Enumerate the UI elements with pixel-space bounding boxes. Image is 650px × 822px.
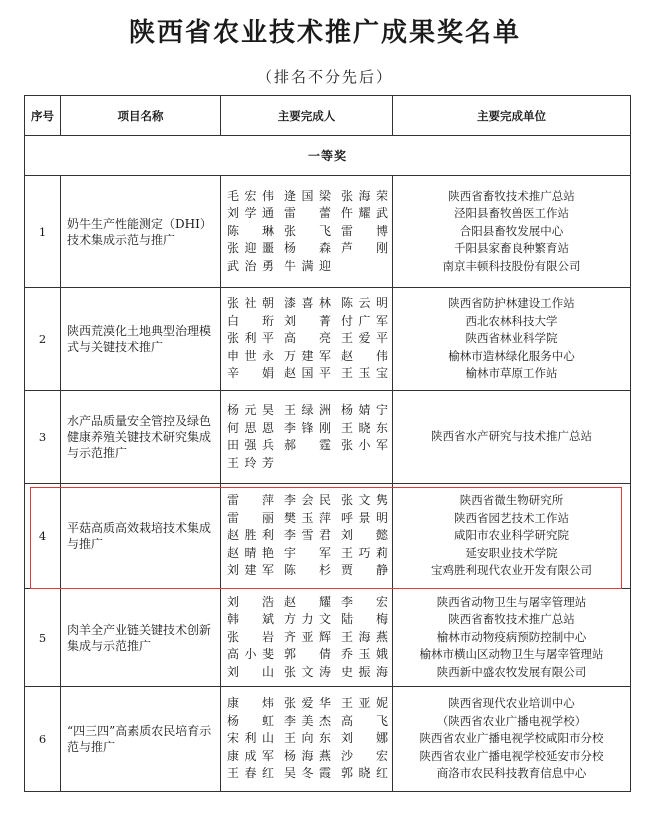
person-name: 张文隽 (341, 493, 388, 508)
units-cell (393, 589, 631, 687)
person-name: 刘 浩 (227, 594, 274, 609)
person-name: 李美杰 (284, 713, 331, 728)
people-line (227, 562, 388, 580)
person-name: 陈 琳 (227, 223, 274, 238)
people-cell (221, 288, 393, 391)
people-cell (221, 687, 393, 792)
people-line (227, 695, 388, 713)
person-name: 赵 伟 (341, 348, 388, 363)
people-line (227, 223, 388, 241)
people-line (227, 646, 388, 664)
project-name: 肉羊全产业链关键技术创新集成与示范推广 (61, 589, 221, 687)
person-name: 王巧莉 (341, 545, 388, 560)
person-name: 雷 博 (341, 223, 388, 238)
person-name: 张文涛 (284, 664, 331, 679)
people-cell (221, 391, 393, 484)
person-name: 杨 森 (284, 241, 331, 256)
person-name: 万建军 (284, 348, 331, 363)
person-name: 张爱华 (284, 696, 331, 711)
person-name: 史振海 (341, 664, 388, 679)
unit-name: 陕西省动物卫生与屠宰管理站 (436, 594, 587, 609)
people-line (227, 765, 388, 783)
person-name: 王爱平 (341, 331, 388, 346)
unit-name: 陕西省微生物研究所 (459, 493, 564, 508)
table-row (25, 589, 631, 687)
header-units: 主要完成单位 (393, 96, 631, 136)
person-name: 何思恩 (227, 420, 274, 435)
unit-name: 西北农林科技大学 (465, 313, 558, 328)
row-number: 1 (25, 176, 61, 288)
people-line (227, 437, 388, 455)
people-line (227, 748, 388, 766)
person-name: 王春红 (227, 766, 274, 781)
person-name: 陆 梅 (341, 612, 388, 627)
unit-name: 榆林市横山区动物卫生与屠宰管理站 (419, 647, 604, 662)
people-line (227, 205, 388, 223)
person-name: 张小军 (341, 438, 388, 452)
row-number: 2 (25, 288, 61, 391)
unit-name: 合阳县畜牧发展中心 (459, 223, 564, 238)
unit-name: 宝鸡胜利现代农业开发有限公司 (431, 563, 592, 578)
unit-name: 陕西省畜牧技术推广总站 (448, 612, 575, 627)
person-name: 宋利山 (227, 731, 274, 746)
people-line (227, 664, 388, 682)
person-name: 张海荣 (341, 188, 388, 203)
people-line (227, 527, 388, 545)
people-line (227, 330, 388, 348)
people-line (227, 594, 388, 612)
person-name: 申世永 (227, 348, 274, 363)
award-table (24, 95, 631, 792)
person-name: 刘学通 (227, 206, 274, 221)
people-line (227, 313, 388, 331)
unit-name: 榆林市动物疫病预防控制中心 (436, 629, 587, 644)
unit-name: 陕西省林业科学院 (465, 331, 558, 346)
person-name: 杨元昊 (227, 403, 274, 417)
header-people: 主要完成人 (221, 96, 393, 136)
unit-name: （陕西省农业广播电视学校） (436, 713, 587, 728)
person-name: 康 炜 (227, 696, 274, 711)
unit-name: 陕西省防护林建设工作站 (448, 296, 575, 311)
person-name: 雷 丽 (227, 510, 274, 525)
person-name: 呼景明 (341, 510, 388, 525)
people-line (227, 510, 388, 528)
person-name: 刘 娜 (341, 731, 388, 746)
person-name: 田强兵 (227, 438, 274, 452)
person-name: 高 亮 (284, 331, 331, 346)
unit-name: 陕西省水产研究与技术推广总站 (431, 429, 592, 444)
unit-name: 陕西新中盛农牧发展有限公司 (436, 664, 587, 679)
unit-name: 商洛市农民科技教育信息中心 (436, 766, 587, 781)
unit-name: 南京丰顿科技股份有限公司 (442, 258, 581, 273)
people-line (227, 240, 388, 258)
people-line (227, 420, 388, 438)
person-name: 郝 霆 (284, 438, 331, 452)
person-name: 杨海燕 (284, 748, 331, 763)
grade-row (25, 136, 631, 176)
people-line (227, 258, 388, 276)
person-name (341, 455, 388, 473)
person-name: 宇 军 (284, 545, 331, 560)
header-row (25, 96, 631, 136)
table-row (25, 288, 631, 391)
unit-name: 榆林市造林绿化服务中心 (448, 348, 575, 363)
people-line (227, 455, 388, 473)
person-name: 雷 萍 (227, 493, 274, 508)
people-line (227, 365, 388, 383)
person-name: 王晓东 (341, 420, 388, 435)
row-number: 6 (25, 687, 61, 792)
people-line (227, 348, 388, 366)
header-no: 序号 (25, 96, 61, 136)
person-name: 李会民 (284, 493, 331, 508)
person-name: 高小斐 (227, 647, 274, 662)
people-line (227, 402, 388, 420)
person-name: 仵耀武 (341, 206, 388, 221)
people-line (227, 730, 388, 748)
person-name: 赵晴艳 (227, 545, 274, 560)
person-name: 张 岩 (227, 629, 274, 644)
row-number: 5 (25, 589, 61, 687)
person-name: 郭 倩 (284, 647, 331, 662)
person-name: 牛满迎 (284, 258, 331, 273)
people-line (227, 629, 388, 647)
person-name: 刘 懿 (341, 528, 388, 543)
person-name: 沙 宏 (341, 748, 388, 763)
table-row (25, 176, 631, 288)
people-cell (221, 589, 393, 687)
person-name: 吴冬霞 (284, 766, 331, 781)
person-name: 毛宏伟 (227, 188, 274, 203)
person-name: 李锋刚 (284, 420, 331, 435)
person-name: 芦 刚 (341, 241, 388, 256)
units-cell (393, 288, 631, 391)
person-name: 武治勇 (227, 258, 274, 273)
person-name: 张利平 (227, 331, 274, 346)
person-name: 康成军 (227, 748, 274, 763)
person-name: 韩 斌 (227, 612, 274, 627)
people-line (227, 713, 388, 731)
person-name: 张迎噩 (227, 241, 274, 256)
person-name: 王绿洲 (284, 403, 331, 417)
person-name: 郭晓红 (341, 766, 388, 781)
person-name: 白 珩 (227, 313, 274, 328)
unit-name: 咸阳市农业科学研究院 (454, 528, 569, 543)
person-name (284, 455, 331, 473)
unit-name: 陕西省农业广播电视学校延安市分校 (419, 748, 604, 763)
project-name: 陕西荒漠化土地典型治理模式与关键技术推广 (61, 288, 221, 391)
person-name: 陈云明 (341, 296, 388, 311)
table-row (25, 687, 631, 792)
people-cell (221, 176, 393, 288)
row-number: 3 (25, 391, 61, 484)
person-name: 雷 蕾 (284, 206, 331, 221)
person-name: 赵国平 (284, 366, 331, 381)
people-line (227, 492, 388, 510)
person-name: 王玉宝 (341, 366, 388, 381)
unit-name: 陕西省畜牧技术推广总站 (448, 188, 575, 203)
people-line (227, 295, 388, 313)
person-name: 逄国梁 (284, 188, 331, 203)
grade-label: 一等奖 (25, 136, 631, 176)
project-name: 水产品质量安全管控及绿色健康养殖关键技术研究集成与示范推广 (61, 391, 221, 484)
people-line (227, 545, 388, 563)
project-name: 平菇高质高效栽培技术集成与推广 (61, 484, 221, 589)
person-name: 刘 山 (227, 664, 274, 679)
person-name: 辛 娟 (227, 366, 274, 381)
page-subtitle: （排名不分先后） (256, 68, 393, 86)
person-name: 付广军 (341, 313, 388, 328)
person-name: 贾 静 (341, 563, 388, 578)
person-name: 刘 菁 (284, 313, 331, 328)
unit-name: 陕西省园艺技术工作站 (454, 510, 569, 525)
person-name: 张社朝 (227, 296, 274, 311)
people-cell (221, 484, 393, 589)
unit-name: 陕西省现代农业培训中心 (448, 696, 575, 711)
person-name: 赵 耀 (284, 594, 331, 609)
person-name: 李 宏 (341, 594, 388, 609)
person-name: 李雪君 (284, 528, 331, 543)
unit-name: 榆林市草原工作站 (465, 366, 558, 381)
person-name: 齐亚辉 (284, 629, 331, 644)
person-name: 王玲芳 (227, 455, 274, 470)
person-name: 陈 杉 (284, 563, 331, 578)
unit-name: 陕西省农业广播电视学校咸阳市分校 (419, 731, 604, 746)
units-cell (393, 687, 631, 792)
person-name: 王亚妮 (341, 696, 388, 711)
table-row (25, 484, 631, 589)
person-name: 刘建军 (227, 563, 274, 578)
person-name: 王向东 (284, 731, 331, 746)
people-line (227, 611, 388, 629)
units-cell (393, 176, 631, 288)
person-name: 杨婧宁 (341, 403, 388, 417)
unit-name: 泾阳县畜牧兽医工作站 (454, 206, 569, 221)
units-cell (393, 484, 631, 589)
people-line (227, 188, 388, 206)
person-name: 方力文 (284, 612, 331, 627)
person-name: 张 飞 (284, 223, 331, 238)
person-name: 王海燕 (341, 629, 388, 644)
person-name: 赵胜利 (227, 528, 274, 543)
units-cell (393, 391, 631, 484)
person-name: 乔玉娥 (341, 647, 388, 662)
person-name: 樊玉萍 (284, 510, 331, 525)
project-name: “四三四”高素质农民培育示范与推广 (61, 687, 221, 792)
unit-name: 千阳县家畜良种繁育站 (454, 241, 569, 256)
project-name: 奶牛生产性能测定（DHI）技术集成示范与推广 (61, 176, 221, 288)
page-title: 陕西省农业技术推广成果奖名单 (128, 18, 521, 48)
person-name (341, 258, 388, 276)
table-row (25, 391, 631, 484)
person-name: 高 飞 (341, 713, 388, 728)
row-number: 4 (25, 484, 61, 589)
header-project: 项目名称 (61, 96, 221, 136)
person-name: 漆喜林 (284, 296, 331, 311)
person-name: 杨 虹 (227, 713, 274, 728)
unit-name: 延安职业技术学院 (465, 545, 558, 560)
